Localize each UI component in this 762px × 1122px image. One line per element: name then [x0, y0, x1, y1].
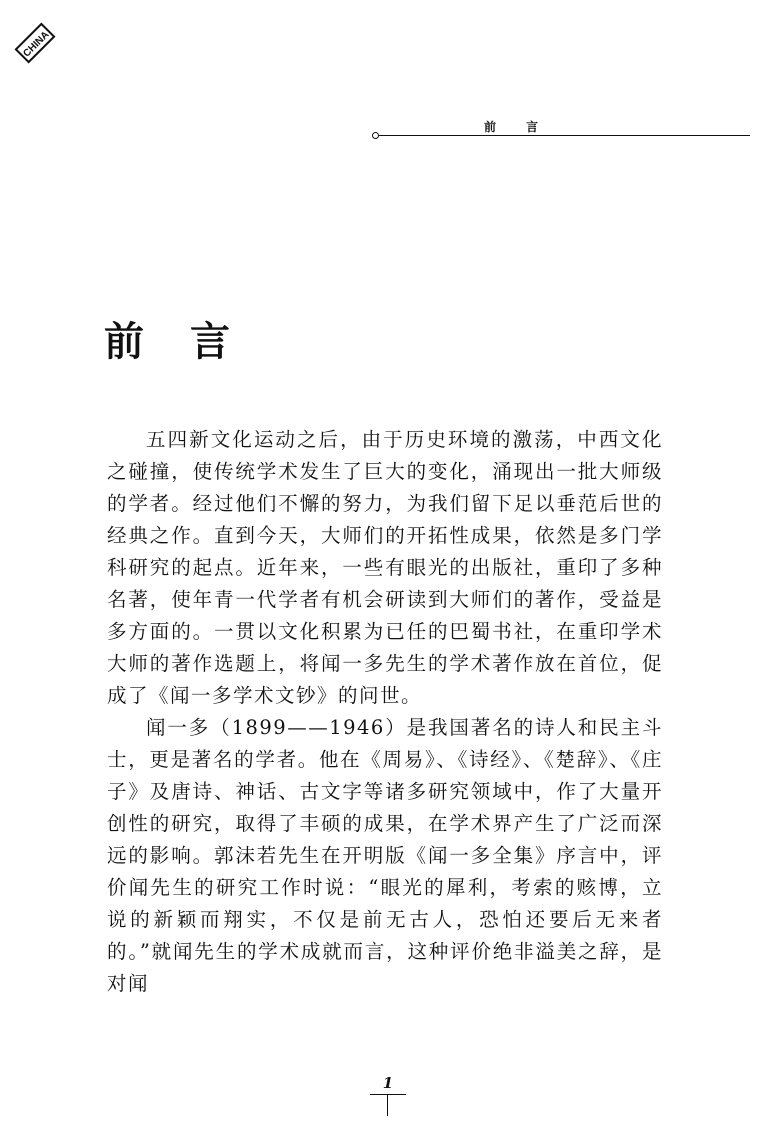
footer-stem: [387, 1094, 388, 1116]
page-number: 1: [382, 1074, 394, 1092]
running-head-circle: [372, 132, 379, 139]
running-head-rule: [379, 135, 750, 136]
paragraph-2: 闻一多（1899——1946）是我国著名的诗人和民主斗士，更是著名的学者。他在《周易》、《诗经》、《楚辞》、《庄子》及唐诗、神话、古文字等诸多研究领域中，作了大量开创性的研究，取得了丰硕的成果，在学术界产生了广泛而深远的影响。郭沫若先生在开明版《闻一多全集》序言中，评价闻先生的研究工作时说：“眼光的犀利，考索的赅博，立说的新颖而翔实，不仅是前无古人，恐怕还要后无来者的。”就闻先生的学术成就而言，这种评价绝非溢美之辞，是对闻: [107, 716, 663, 995]
page-title: 前言: [104, 318, 276, 365]
china-diamond-stamp-icon: [10, 18, 60, 68]
running-head: [372, 118, 750, 148]
running-head-label: 前言: [484, 120, 569, 134]
body-text: [107, 424, 663, 1000]
page-footer: [360, 1074, 416, 1118]
stamp-text: CHINA: [21, 29, 52, 60]
paragraph-1: 五四新文化运动之后，由于历史环境的激荡，中西文化之碰撞，使传统学术发生了巨大的变化，涌现出一批大师级的学者。经过他们不懈的努力，为我们留下足以垂范后世的经典之作。直到今天，大师们的开拓性成果，依然是多门学科研究的起点。近年来，一些有眼光的出版社，重印了多种名著，使年青一代学者有机会研读到大师们的著作，受益是多方面的。一贯以文化积累为已任的巴蜀书社，在重印学术大师的著作选题上，将闻一多先生的学术著作放在首位，促成了《闻一多学术文钞》的问世。: [107, 428, 663, 707]
